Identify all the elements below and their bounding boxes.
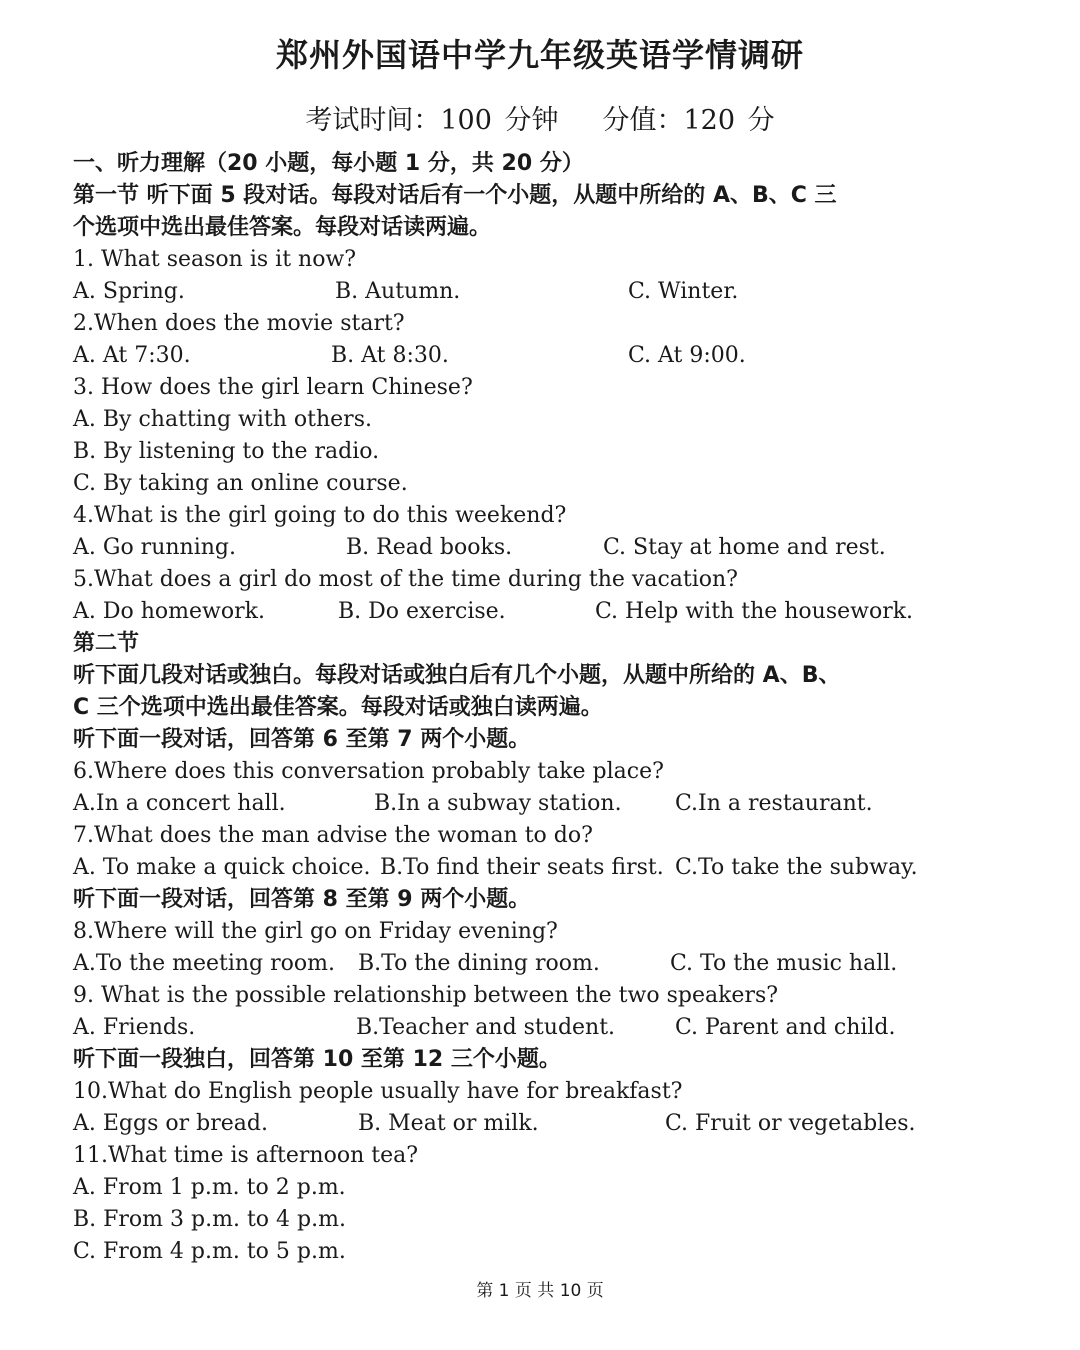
question-options bbox=[73, 948, 903, 980]
question-text: 1. What season is it now? bbox=[73, 247, 357, 272]
option-a: A. From 1 p.m. to 2 p.m. bbox=[73, 1175, 346, 1200]
question-text: 10.What do English people usually have for breakfast? bbox=[73, 1079, 683, 1104]
question-options bbox=[73, 788, 903, 820]
option-a: A.In a concert hall. bbox=[73, 791, 286, 816]
question-text: 4.What is the girl going to do this weekend? bbox=[73, 503, 567, 528]
option-a: A. By chatting with others. bbox=[73, 407, 372, 432]
exam-title: 郑州外国语中学九年级英语学情调研 bbox=[275, 36, 804, 74]
dialog-instruction: 听下面一段对话，回答第 8 至第 9 两个小题。 bbox=[73, 887, 531, 912]
option-a: A. Eggs or bread. bbox=[73, 1111, 268, 1136]
exam-body bbox=[73, 148, 918, 1268]
question-options bbox=[73, 276, 903, 308]
question-text: 9. What is the possible relationship between the two speakers? bbox=[73, 983, 779, 1008]
question-options bbox=[73, 340, 903, 372]
question-text: 2.When does the movie start? bbox=[73, 311, 405, 336]
section-instruction: 听下面几段对话或独白。每段对话或独白后有几个小题，从题中所给的 A、B、 bbox=[73, 663, 841, 688]
question-text: 3. How does the girl learn Chinese? bbox=[73, 375, 473, 400]
question-text: 5.What does a girl do most of the time during the vacation? bbox=[73, 567, 738, 592]
dialog-instruction: 听下面一段对话，回答第 6 至第 7 两个小题。 bbox=[73, 727, 531, 752]
option-c: C. Fruit or vegetables. bbox=[665, 1111, 916, 1136]
option-c: C. Help with the housework. bbox=[595, 599, 914, 624]
exam-time: 考试时间：100 分钟 bbox=[305, 105, 559, 136]
option-c: C. By taking an online course. bbox=[73, 471, 408, 496]
part-heading: 一、听力理解（20 小题，每小题 1 分，共 20 分） bbox=[73, 151, 584, 176]
question-options bbox=[73, 532, 903, 564]
question-text: 6.Where does this conversation probably take place? bbox=[73, 759, 664, 784]
question-options bbox=[73, 1108, 916, 1140]
question-options bbox=[73, 1012, 903, 1044]
section-instruction: 个选项中选出最佳答案。每段对话读两遍。 bbox=[73, 215, 492, 240]
option-b: B.In a subway station. bbox=[374, 791, 622, 816]
question-options bbox=[73, 596, 914, 628]
option-c: C.In a restaurant. bbox=[675, 791, 873, 816]
exam-info bbox=[0, 98, 1080, 137]
option-c: C. From 4 p.m. to 5 p.m. bbox=[73, 1239, 346, 1264]
option-b: B.To the dining room. bbox=[358, 951, 600, 976]
option-c: C. Stay at home and rest. bbox=[603, 535, 886, 560]
question-text: 7.What does the man advise the woman to do? bbox=[73, 823, 593, 848]
option-a: A. Go running. bbox=[73, 535, 236, 560]
option-b: B. By listening to the radio. bbox=[73, 439, 380, 464]
page-number: 第 1 页 共 10 页 bbox=[476, 1281, 604, 1301]
option-b: B.To find their seats first. bbox=[380, 855, 664, 880]
option-b: B. Do exercise. bbox=[338, 599, 506, 624]
option-b: B. Meat or milk. bbox=[358, 1111, 539, 1136]
option-b: B. At 8:30. bbox=[331, 343, 449, 368]
section-instruction: C 三个选项中选出最佳答案。每段对话或独白读两遍。 bbox=[73, 695, 603, 720]
option-c: C. To the music hall. bbox=[670, 951, 898, 976]
exam-score: 分值：120 分 bbox=[602, 105, 775, 136]
option-a: A.To the meeting room. bbox=[73, 951, 335, 976]
option-a: A. Spring. bbox=[73, 279, 185, 304]
option-b: B. From 3 p.m. to 4 p.m. bbox=[73, 1207, 346, 1232]
option-b: B. Read books. bbox=[346, 535, 513, 560]
option-c: C.To take the subway. bbox=[675, 855, 918, 880]
option-c: C. Parent and child. bbox=[675, 1015, 896, 1040]
question-text: 8.Where will the girl go on Friday evening? bbox=[73, 919, 558, 944]
option-a: A. At 7:30. bbox=[73, 343, 191, 368]
option-b: B.Teacher and student. bbox=[356, 1015, 616, 1040]
question-text: 11.What time is afternoon tea? bbox=[73, 1143, 419, 1168]
option-c: C. At 9:00. bbox=[628, 343, 746, 368]
option-c: C. Winter. bbox=[628, 279, 739, 304]
option-b: B. Autumn. bbox=[335, 279, 461, 304]
question-options bbox=[73, 852, 918, 884]
monologue-instruction: 听下面一段独白，回答第 10 至第 12 三个小题。 bbox=[73, 1047, 561, 1072]
option-a: A. Friends. bbox=[73, 1015, 196, 1040]
option-a: A. To make a quick choice. bbox=[73, 855, 371, 880]
section-label: 第二节 bbox=[73, 631, 140, 656]
option-a: A. Do homework. bbox=[73, 599, 265, 624]
section-instruction: 第一节 听下面 5 段对话。每段对话后有一个小题，从题中所给的 A、B、C 三 bbox=[73, 183, 837, 208]
